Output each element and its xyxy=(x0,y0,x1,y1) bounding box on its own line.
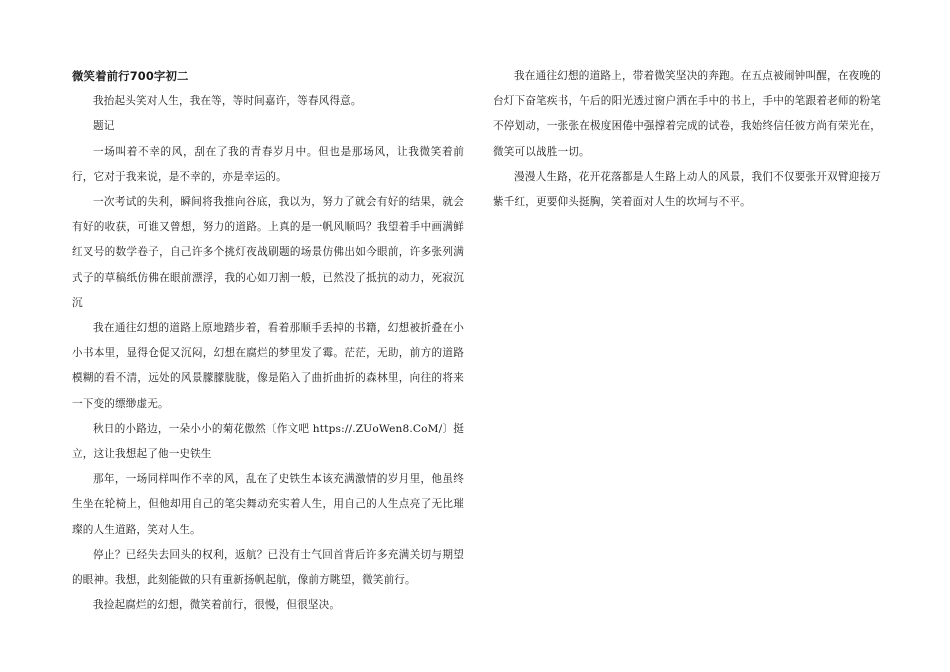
left-column xyxy=(72,64,464,618)
document-title: 微笑着前行700字初二 xyxy=(72,69,189,83)
paragraph: 我捡起腐烂的幻想，微笑着前行，很慢，但很坚决。 xyxy=(93,599,341,612)
paragraph: 一场叫着不幸的风，刮在了我的青春岁月中。但也是那场风，让我微笑着前行，它对于我来说，是不幸的，亦是幸运的。 xyxy=(72,145,464,183)
paragraph: 我抬起头笑对人生，我在等，等时间嘉许，等春风得意。 xyxy=(93,95,362,108)
paragraph: 我在通往幻想的道路上，带着微笑坚决的奔跑。在五点被闹钟叫醒，在夜晚的台灯下奋笔疾书，午后的阳光透过窗户洒在手中的书上，手中的笔跟着老师的粉笔不停划动，一张张在极度困倦中强撑着完成的试卷，我始终信任彼方尚有荣光在，微笑可以战胜一切。 xyxy=(493,70,881,158)
right-column xyxy=(493,64,881,215)
paragraph: 一次考试的失利，瞬间将我推向谷底，我以为，努力了就会有好的结果，就会有好的收获，可谁又曾想，努力的道路。上真的是一帆风顺吗？我望着手中画满鲜红叉号的数学卷子，自己许多个挑灯夜战刷题的场景仿佛出如今眼前，许多张列满式子的草稿纸仿佛在眼前漂浮，我的心如刀割一般，已然没了抵抗的动力，死寂沉沉 xyxy=(72,196,464,309)
epigraph-label: 题记 xyxy=(93,120,115,133)
paragraph: 那年，一场同样叫作不幸的风，乱在了史铁生本该充满激情的岁月里，他虽终生坐在轮椅上，但他却用自己的笔尖舞动充实着人生，用自己的人生点亮了无比璀璨的人生道路，笑对人生。 xyxy=(72,473,464,536)
paragraph: 漫漫人生路，花开花落都是人生路上动人的风景，我们不仅要张开双臂迎接万紫千红，更要仰头挺胸，笑着面对人生的坎坷与不平。 xyxy=(493,170,881,209)
paragraph: 我在通往幻想的道路上原地踏步着，看着那顺手丢掉的书籍，幻想被折叠在小小书本里，显得仓促又沉闷，幻想在腐烂的梦里发了霉。茫茫，无助，前方的道路模糊的看不清，远处的风景朦朦胧胧，像是陷入了曲折曲折的森林里，向往的将来一下变的缥缈虚无。 xyxy=(72,322,464,410)
paragraph: 停止？已经失去回头的权利，返航？已没有士气回首背后许多充满关切与期望的眼神。我想，此刻能做的只有重新扬帆起航，像前方眺望，微笑前行。 xyxy=(72,548,464,587)
paragraph: 秋日的小路边，一朵小小的菊花傲然〔作文吧 https://.ZUoWen8.CoM/〕挺立，这让我想起了他一史铁生 xyxy=(72,422,464,461)
